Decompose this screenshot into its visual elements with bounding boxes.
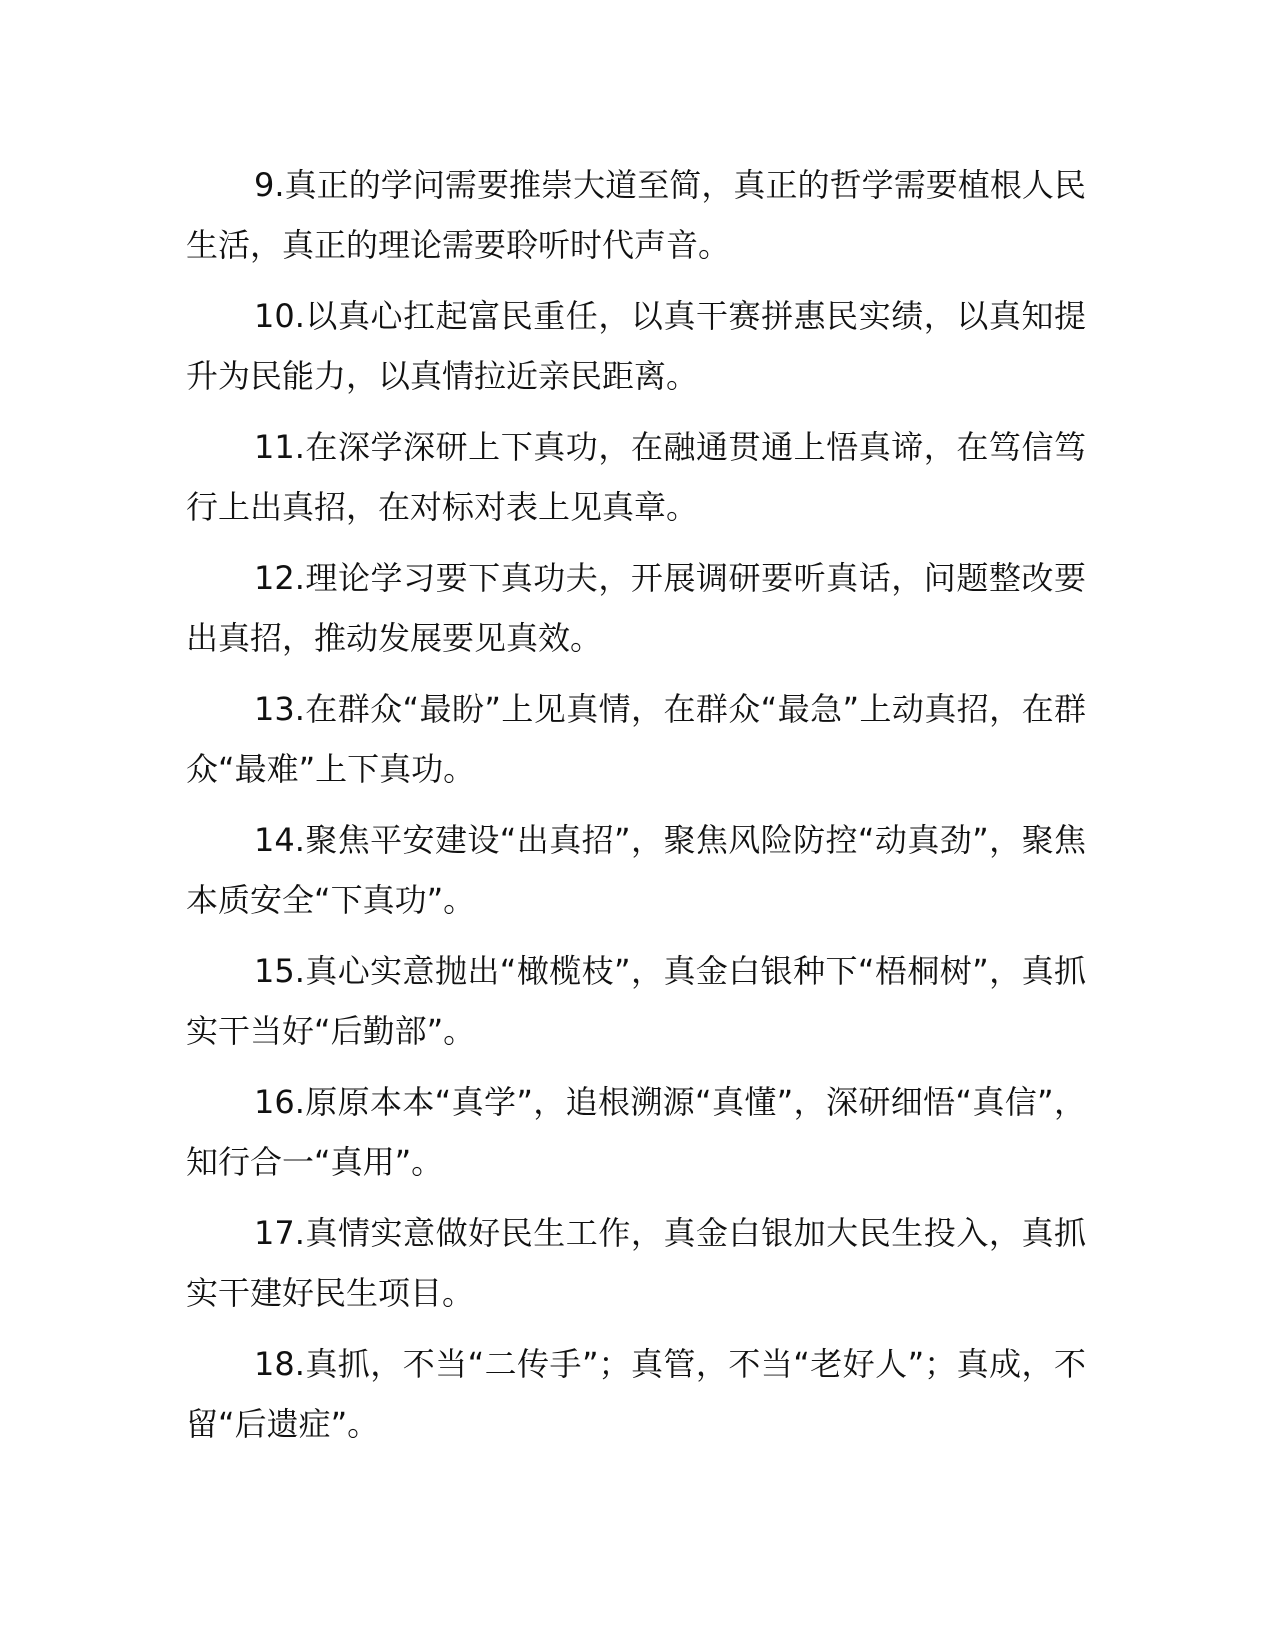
paragraph-17: 17.真情实意做好民生工作，真金白银加大民生投入，真抓实干建好民生项目。 — [186, 1214, 1086, 1312]
paragraph-18: 18.真抓，不当“二传手”；真管，不当“老好人”；真成，不留“后遗症”。 — [186, 1345, 1086, 1443]
paragraph-13: 13.在群众“最盼”上见真情，在群众“最急”上动真招，在群众“最难”上下真功。 — [186, 690, 1086, 788]
paragraph-12: 12.理论学习要下真功夫，开展调研要听真话，问题整改要出真招，推动发展要见真效。 — [186, 559, 1086, 657]
paragraph-11: 11.在深学深研上下真功，在融通贯通上悟真谛，在笃信笃行上出真招，在对标对表上见真章。 — [186, 428, 1086, 526]
paragraph-15: 15.真心实意抛出“橄榄枝”，真金白银种下“梧桐树”，真抓实干当好“后勤部”。 — [186, 952, 1086, 1050]
document-body — [186, 155, 1086, 1465]
paragraph-14: 14.聚焦平安建设“出真招”，聚焦风险防控“动真劲”，聚焦本质安全“下真功”。 — [186, 821, 1086, 919]
paragraph-16: 16.原原本本“真学”，追根溯源“真懂”，深研细悟“真信”，知行合一“真用”。 — [186, 1083, 1086, 1181]
paragraph-10: 10.以真心扛起富民重任，以真干赛拼惠民实绩，以真知提升为民能力，以真情拉近亲民距离。 — [186, 297, 1086, 395]
paragraph-9: 9.真正的学问需要推崇大道至简，真正的哲学需要植根人民生活，真正的理论需要聆听时代声音。 — [186, 166, 1086, 264]
